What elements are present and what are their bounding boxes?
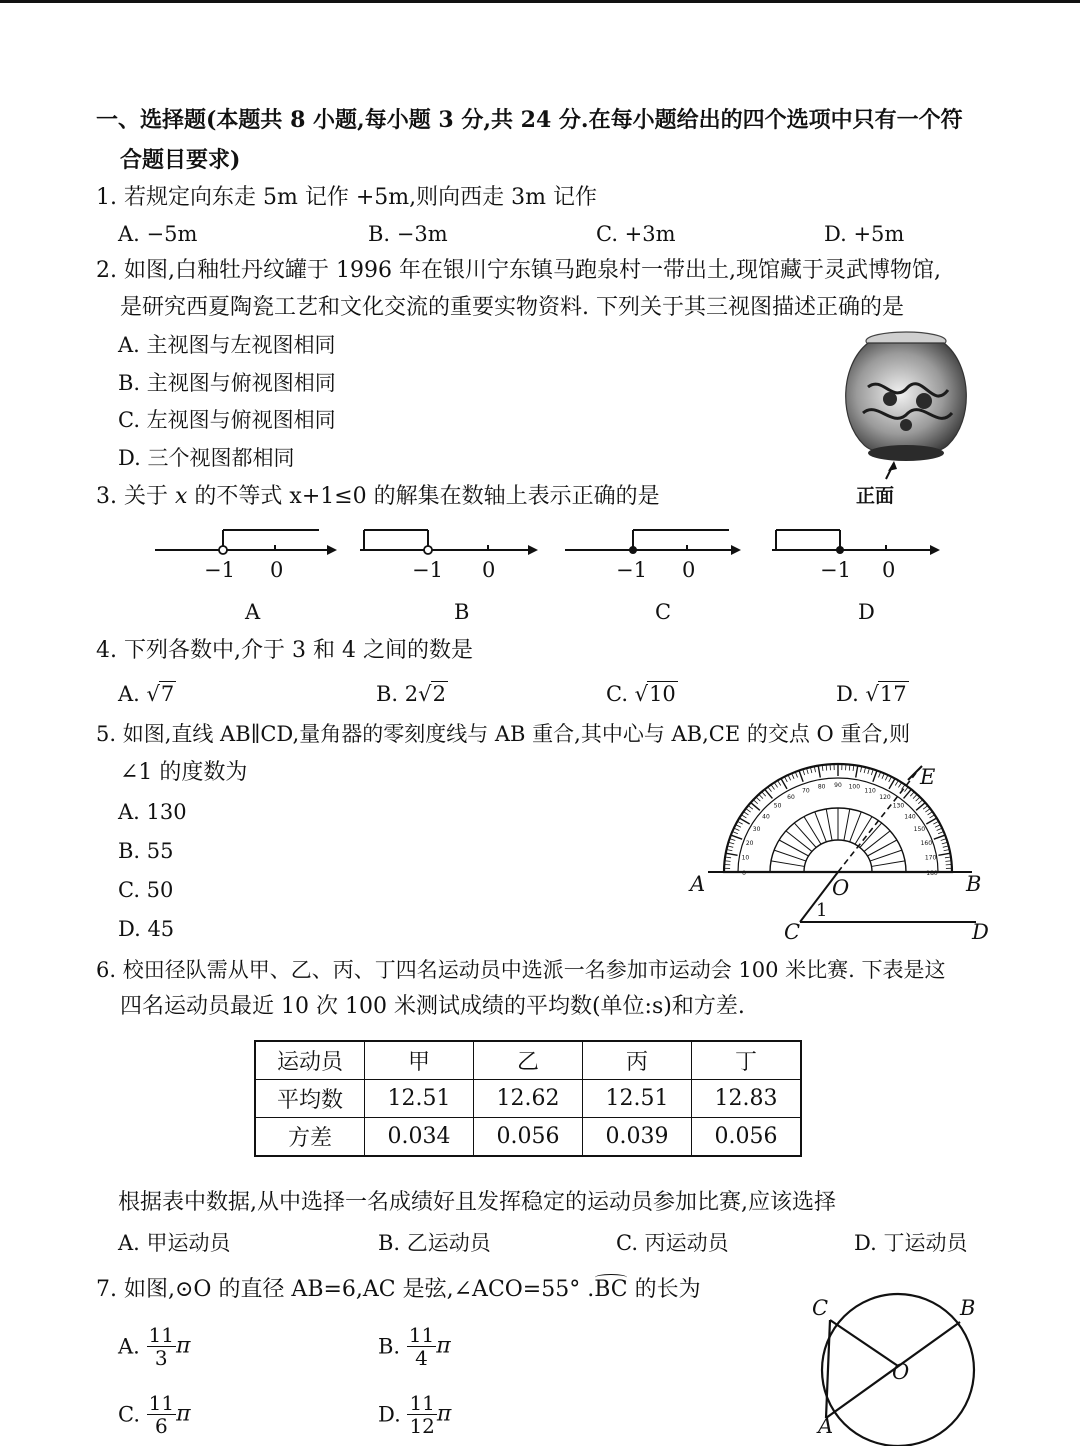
q6-stem-line1: 6. 校田径队需从甲、乙、丙、丁四名运动员中选派一名参加市运动会 100 米比赛. 下表是这 bbox=[96, 958, 946, 982]
protractor-tick bbox=[904, 789, 912, 798]
protractor-degree-label: 80 bbox=[817, 783, 826, 791]
numberline-d-tick-neg1: −1 bbox=[820, 558, 851, 582]
q4-option-c-radicand: 10 bbox=[649, 682, 676, 706]
protractor-tick bbox=[751, 803, 760, 811]
table-cell: 12.62 bbox=[474, 1080, 583, 1118]
q7-stem-a: 7. 如图,⊙O 的直径 AB=6,AC 是弦,∠ACO=55° . bbox=[96, 1277, 595, 1302]
q4-option-d-prefix: D. bbox=[836, 682, 866, 706]
pi-symbol: π bbox=[176, 1401, 191, 1427]
q3-option-c-label[interactable]: C bbox=[655, 600, 672, 624]
protractor-radial-line bbox=[786, 831, 812, 852]
table-header-cell: 丁 bbox=[692, 1041, 802, 1080]
q6-option-b[interactable]: B. 乙运动员 bbox=[378, 1231, 491, 1255]
table-cell: 12.51 bbox=[583, 1080, 692, 1118]
top-border bbox=[0, 0, 1080, 3]
vase-figure bbox=[838, 325, 978, 485]
vase-front-label: 正面 bbox=[856, 485, 895, 507]
q3-option-b-label[interactable]: B bbox=[454, 600, 470, 624]
protractor-tick bbox=[873, 771, 877, 782]
table-cell: 方差 bbox=[255, 1118, 365, 1157]
q3-stem-ineq: x+1≤0 bbox=[289, 484, 367, 509]
q3-option-a-label[interactable]: A bbox=[245, 600, 261, 624]
table-cell: 12.83 bbox=[692, 1080, 802, 1118]
numberline-c-tick-neg1: −1 bbox=[616, 558, 647, 582]
table-row bbox=[255, 1041, 801, 1080]
protractor-tick bbox=[818, 766, 820, 778]
segment-co bbox=[830, 1320, 898, 1366]
q1-option-b[interactable]: B. −3m bbox=[368, 222, 448, 246]
q7-option-d-prefix: D. bbox=[378, 1402, 408, 1427]
q2-stem-line2: 是研究西夏陶瓷工艺和文化交流的重要实物资料. 下列关于其三视图描述正确的是 bbox=[120, 295, 904, 320]
q5-stem-line2: ∠1 的度数为 bbox=[120, 760, 248, 785]
q3-stem-var: x bbox=[174, 484, 188, 509]
q5-label-b: B bbox=[966, 872, 982, 896]
protractor-tick bbox=[726, 853, 738, 855]
fraction-denominator: 3 bbox=[154, 1346, 168, 1370]
q3-stem-mid: 的不等式 bbox=[187, 484, 290, 509]
fraction-numerator: 11 bbox=[409, 1391, 435, 1415]
protractor-degree-label: 130 bbox=[892, 802, 905, 810]
q6-option-d[interactable]: D. 丁运动员 bbox=[854, 1231, 968, 1255]
fraction-denominator: 12 bbox=[409, 1414, 435, 1438]
q5-angle-label: 1 bbox=[816, 900, 828, 921]
numberline-b-tick-0: 0 bbox=[482, 558, 496, 582]
numberline-b[interactable] bbox=[360, 525, 550, 565]
pi-symbol: π bbox=[436, 1333, 451, 1359]
q5-label-a: A bbox=[690, 872, 706, 896]
q4-option-b-prefix: B. bbox=[376, 682, 405, 706]
q6-option-a[interactable]: A. 甲运动员 bbox=[118, 1231, 231, 1255]
protractor-degree-label: 60 bbox=[787, 793, 795, 801]
protractor-radial-line bbox=[871, 861, 904, 867]
protractor-degree-label: 40 bbox=[762, 813, 770, 821]
protractor-degree-label: 120 bbox=[879, 793, 891, 801]
q2-stem-line1: 2. 如图,白釉牡丹纹罐于 1996 年在银川宁东镇马跑泉村一带出土,现馆藏于灵武博物馆, bbox=[96, 258, 941, 283]
q6-stem-line2: 四名运动员最近 10 次 100 米测试成绩的平均数(单位:s)和方差. bbox=[120, 994, 745, 1019]
q7-label-b: B bbox=[960, 1296, 976, 1320]
fraction-numerator: 11 bbox=[148, 1391, 175, 1415]
table-cell: 12.51 bbox=[365, 1080, 474, 1118]
pi-symbol: π bbox=[175, 1333, 191, 1359]
table-header-cell: 丙 bbox=[583, 1041, 692, 1080]
q5-label-d: D bbox=[972, 920, 989, 944]
q2-option-a[interactable]: A. 主视图与左视图相同 bbox=[118, 333, 336, 357]
sqrt-icon: √ bbox=[146, 682, 160, 706]
q3-stem-pre: 3. 关于 bbox=[96, 484, 175, 509]
fraction-denominator: 4 bbox=[415, 1346, 428, 1370]
protractor-tick bbox=[938, 853, 950, 855]
q1-option-c[interactable]: C. +3m bbox=[596, 222, 676, 246]
q2-option-b[interactable]: B. 主视图与俯视图相同 bbox=[118, 371, 336, 395]
numberline-a[interactable] bbox=[155, 525, 345, 565]
q4-option-a-prefix: A. bbox=[118, 682, 147, 706]
table-cell: 0.056 bbox=[692, 1118, 802, 1157]
table-row bbox=[255, 1118, 801, 1157]
numberline-a-tick-neg1: −1 bbox=[204, 558, 235, 582]
q5-stem-line1: 5. 如图,直线 AB∥CD,量角器的零刻度线与 AB 重合,其中心与 AB,CE 的交点 O 重合,则 bbox=[96, 722, 911, 746]
q4-stem: 4. 下列各数中,介于 3 和 4 之间的数是 bbox=[96, 638, 473, 663]
protractor-degree-label: 110 bbox=[864, 787, 876, 795]
protractor-ticks bbox=[724, 764, 952, 877]
table-cell: 0.056 bbox=[474, 1118, 583, 1157]
sqrt-icon: √ bbox=[634, 682, 649, 706]
table-cell: 0.039 bbox=[583, 1118, 692, 1157]
protractor-degree-label: 50 bbox=[773, 802, 782, 810]
q7-option-a-prefix: A. bbox=[118, 1334, 147, 1359]
fraction-numerator: 11 bbox=[148, 1323, 174, 1347]
protractor-degree-label: 70 bbox=[802, 787, 810, 795]
q7-option-a[interactable] bbox=[118, 1324, 190, 1369]
q5-option-b[interactable]: B. 55 bbox=[118, 839, 174, 863]
protractor-degree-label: 100 bbox=[848, 783, 861, 791]
q3-option-d-label[interactable]: D bbox=[858, 600, 875, 624]
q1-option-a[interactable]: A. −5m bbox=[118, 222, 198, 246]
pi-symbol: π bbox=[436, 1401, 452, 1427]
q6-question: 根据表中数据,从中选择一名成绩好且发挥稳定的运动员参加比赛,应该选择 bbox=[118, 1190, 836, 1215]
sqrt-icon: √ bbox=[418, 682, 432, 706]
q7-stem bbox=[96, 1276, 701, 1304]
q5-label-o: O bbox=[832, 876, 850, 900]
q7-label-o: O bbox=[892, 1360, 910, 1384]
q7-option-d[interactable] bbox=[378, 1392, 451, 1437]
protractor-radial-line bbox=[860, 823, 882, 848]
q6-option-c[interactable]: C. 丙运动员 bbox=[616, 1231, 729, 1255]
protractor-tick bbox=[934, 835, 945, 839]
q2-option-c[interactable]: C. 左视图与俯视图相同 bbox=[118, 408, 336, 432]
score-table bbox=[254, 1040, 802, 1157]
fraction-denominator: 6 bbox=[155, 1414, 168, 1438]
protractor-figure bbox=[700, 760, 990, 940]
table-header-cell: 乙 bbox=[474, 1041, 583, 1080]
q7-stem-b: 的长为 bbox=[627, 1277, 701, 1302]
table-cell: 平均数 bbox=[255, 1080, 365, 1118]
q7-option-c-prefix: C. bbox=[118, 1402, 147, 1427]
protractor-degree-label: 150 bbox=[913, 826, 926, 833]
q4-option-c-prefix: C. bbox=[606, 682, 635, 706]
q7-label-a: A bbox=[818, 1414, 834, 1438]
fraction-numerator: 11 bbox=[408, 1323, 435, 1347]
protractor-tick bbox=[799, 771, 803, 782]
numberline-c[interactable] bbox=[565, 525, 755, 565]
table-row bbox=[255, 1080, 801, 1118]
protractor-degree-label: 10 bbox=[741, 854, 750, 862]
numberline-a-tick-0: 0 bbox=[270, 558, 284, 582]
q5-label-c: C bbox=[784, 920, 801, 944]
q4-option-c[interactable] bbox=[606, 680, 678, 708]
q1-option-d[interactable]: D. +5m bbox=[824, 222, 905, 246]
protractor-degree-label: 140 bbox=[904, 813, 916, 821]
q5-label-e: E bbox=[920, 765, 936, 789]
protractor-degree-label: 170 bbox=[924, 854, 937, 862]
protractor-radial-line bbox=[844, 809, 850, 841]
q4-option-d-radicand: 17 bbox=[879, 682, 907, 706]
protractor-degree-label: 90 bbox=[834, 782, 842, 789]
protractor-degree-label: 20 bbox=[745, 839, 754, 847]
q7-option-b[interactable] bbox=[378, 1324, 451, 1369]
protractor-tick bbox=[916, 803, 925, 811]
protractor-radial-line bbox=[771, 861, 804, 867]
q4-option-b[interactable] bbox=[376, 680, 448, 708]
protractor-radial-line bbox=[826, 809, 832, 841]
protractor-radial-line bbox=[864, 831, 890, 852]
q5-option-d[interactable]: D. 45 bbox=[118, 917, 175, 941]
q7-option-a-fraction bbox=[147, 1324, 176, 1369]
q7-option-c-fraction bbox=[147, 1392, 176, 1437]
q7-option-c[interactable] bbox=[118, 1392, 191, 1437]
protractor-degree-label: 160 bbox=[920, 839, 933, 847]
section-title-line2: 合题目要求) bbox=[120, 147, 241, 173]
table-cell: 0.034 bbox=[365, 1118, 474, 1157]
table-header-cell: 甲 bbox=[365, 1041, 474, 1080]
protractor-tick bbox=[856, 766, 858, 778]
q2-option-d[interactable]: D. 三个视图都相同 bbox=[118, 446, 295, 470]
q7-option-b-prefix: B. bbox=[378, 1334, 407, 1359]
numberline-d[interactable] bbox=[772, 525, 952, 565]
sqrt-icon: √ bbox=[865, 682, 879, 706]
q5-option-c[interactable]: C. 50 bbox=[118, 878, 174, 902]
protractor-degree-label: 180 bbox=[926, 870, 938, 877]
protractor-radial-line bbox=[794, 823, 816, 848]
q4-option-a[interactable] bbox=[118, 680, 176, 708]
q5-option-a[interactable]: A. 130 bbox=[118, 800, 187, 824]
q1-stem: 1. 若规定向东走 5m 记作 +5m,则向西走 3m 记作 bbox=[96, 185, 597, 210]
q4-option-a-radicand: 7 bbox=[160, 682, 175, 706]
protractor-tick bbox=[731, 835, 742, 839]
q7-arc-bc: BC bbox=[594, 1277, 628, 1302]
q7-option-d-fraction bbox=[407, 1392, 436, 1437]
protractor-degree-label: 30 bbox=[752, 826, 761, 833]
table-header-cell: 运动员 bbox=[255, 1041, 365, 1080]
q3-stem-post: 的解集在数轴上表示正确的是 bbox=[366, 484, 660, 509]
q4-option-b-coef: 2 bbox=[404, 682, 419, 706]
protractor-tick bbox=[765, 789, 773, 798]
q4-option-d[interactable] bbox=[836, 680, 909, 708]
protractor-degree-label: 0 bbox=[742, 870, 746, 877]
q4-option-b-radicand: 2 bbox=[432, 682, 446, 706]
section-title-line1: 一、选择题(本题共 8 小题,每小题 3 分,共 24 分.在每小题给出的四个选项中只有一个符 bbox=[96, 107, 963, 133]
numberline-b-tick-neg1: −1 bbox=[412, 558, 443, 582]
q3-stem bbox=[96, 483, 660, 511]
numberline-c-tick-0: 0 bbox=[682, 558, 696, 582]
numberline-d-tick-0: 0 bbox=[882, 558, 896, 582]
q7-label-c: C bbox=[812, 1296, 829, 1320]
q7-option-b-fraction bbox=[407, 1324, 436, 1369]
